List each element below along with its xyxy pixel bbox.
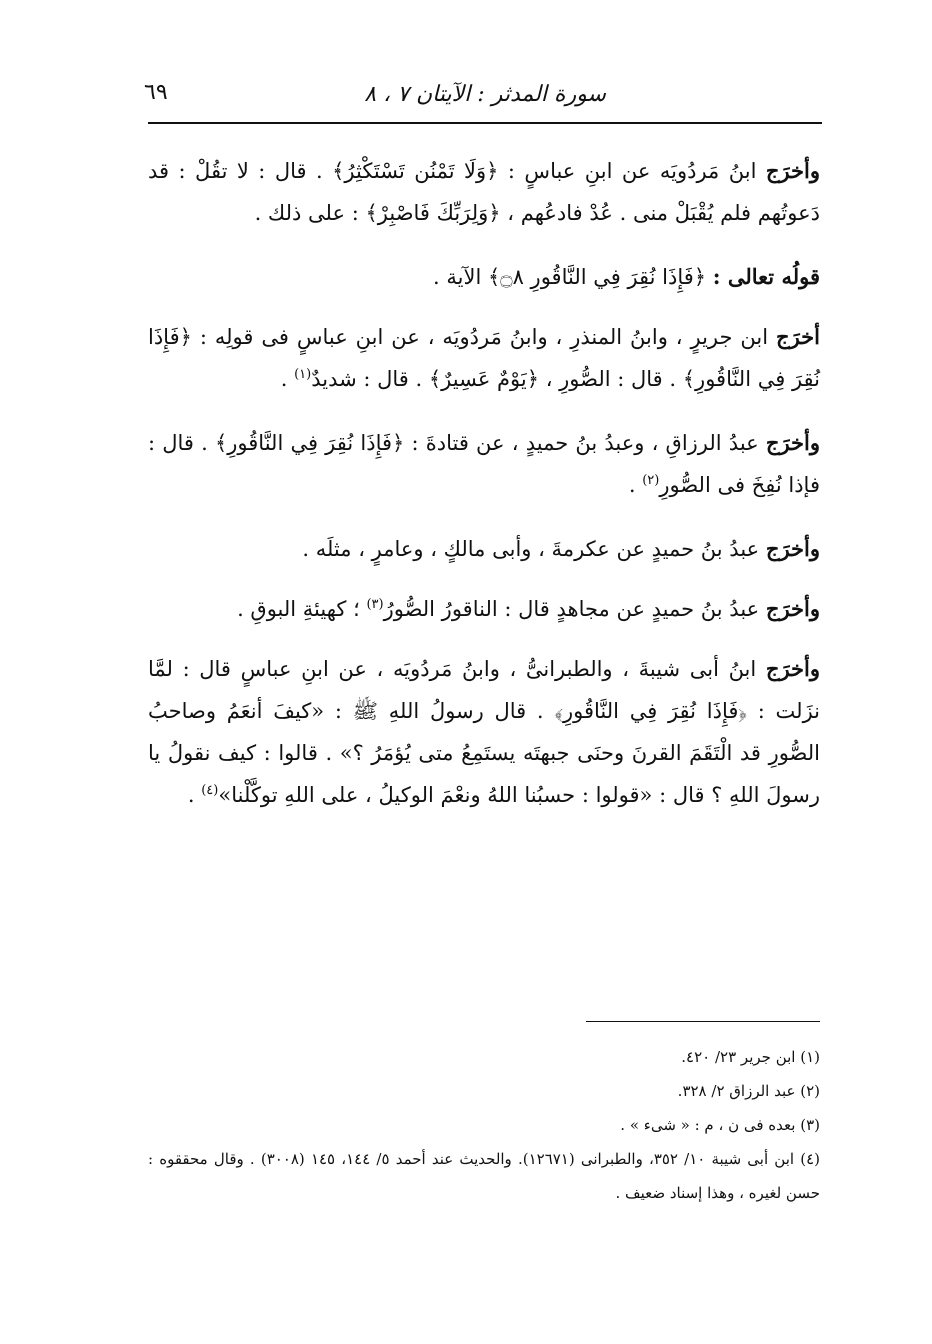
paragraph-lead: وأخرَج [765,430,820,455]
paragraph-7 [148,648,820,816]
paragraph-text: ابنُ مَردُويَه عن ابنِ عباسٍ : ﴿وَلَا تَمْنُن تَسْتَكْثِرُ﴾ . قال : لا تقُلْ : قد دَعوتُهم فلم يُقْبَلْ منى . عُدْ فادعُهم ، ﴿وَلِرَبِّكَ فَاصْبِرْ﴾ : على ذلك . [148,159,820,225]
footnote-separator [586,1021,820,1022]
paragraph-text: ﴿فَإِذَا نُقِرَ فِي النَّاقُورِ ۝٨﴾ الآية . [433,265,707,289]
footnote-2: (٢) عبد الرزاق ٢/ ٣٢٨. [677,1082,820,1100]
page-header [140,78,820,118]
paragraph-text: عبدُ الرزاقِ ، وعبدُ بنُ حميدٍ ، عن قتادةَ : ﴿فَإِذَا نُقِرَ فِي النَّاقُورِ﴾ . قال : فإذا نُفِخَ فى الصُّورِ [148,431,820,497]
paragraph-text: عبدُ بنُ حميدٍ عن مجاهدٍ قال : الناقورُ الصُّورُ [383,597,760,621]
running-title: سورة المدثر : الآيتان ٧ ، ٨ [364,82,606,107]
footnotes [148,1040,820,1210]
paragraph-4 [148,422,820,506]
header-rule [148,122,822,124]
paragraph-lead: قولُه تعالى : [712,264,820,289]
paragraph-5 [148,528,820,570]
main-text [148,150,820,838]
paragraph-lead: وأخرَج [765,536,820,561]
footnote-3: (٣) بعده فى ن ، م : « شىء » . [620,1116,820,1134]
footnote-ref: (٢) [642,473,660,488]
paragraph-text: عبدُ بنُ حميدٍ عن عكرمةَ ، وأبى مالكٍ ، وعامرٍ ، مثلَه . [302,537,760,561]
paragraph-tail: . [280,367,295,391]
footnote-ref: (١) [294,367,312,382]
footnote-ref: (٤) [201,783,219,798]
paragraph-tail: ؛ كهيئةِ البوقِ . [237,597,367,621]
paragraph-lead: أخرَج [776,324,820,349]
page-number: ٦٩ [144,80,168,105]
footnote-1: (١) ابن جرير ٢٣/ ٤٢٠. [681,1048,820,1066]
paragraph-6 [148,588,820,630]
footnote-ref: (٣) [366,597,384,612]
paragraph-lead: وأخرَج [765,656,820,681]
paragraph-text: ابن جريرٍ ، وابنُ المنذرِ ، وابنُ مَردُويَه ، عن ابنِ عباسٍ فى قولِه : ﴿فَإِذَا نُقِرَ فِي النَّاقُورِ﴾ . قال : الصُّورِ ، ﴿يَوْمٌ عَسِيرٌ﴾ . قال : شديدٌ [148,325,820,391]
paragraph-tail: . [187,783,202,807]
footnote-4: (٤) ابن أبى شيبة ١٠/ ٣٥٢، والطبرانى (١٢٦٧١). والحديث عند أحمد ٥/ ١٤٤، ١٤٥ (٣٠٠٨) . وقال محققوه : حسن لغيره ، وهذا إسناد ضعيف . [148,1150,820,1202]
paragraph-lead: وأخرَج [765,158,820,183]
paragraph-tail: . [628,473,643,497]
paragraph-2 [148,256,820,298]
paragraph-lead: وأخرَج [765,596,820,621]
paragraph-1 [148,150,820,234]
paragraph-3 [148,316,820,400]
paragraph-text: ابنُ أبى شيبةَ ، والطبرانىُّ ، وابنُ مَردُويَه ، عن ابنِ عباسٍ قال : لمَّا نزَلت : ﴿فَإِذَا نُقِرَ فِي النَّاقُورِ﴾ . قال رسولُ اللهِ ﷺ : «كيفَ أنعَمُ وصاحبُ الصُّورِ قد الْتَقَمَ القرنَ وحنَى جبهتَه يستَمِعُ متى يُؤمَرُ ؟» . قالوا : كيف نقولُ يا رسولَ اللهِ ؟ قال : «قولوا : حسبُنا اللهُ ونعْمَ الوكيلُ ، على اللهِ توكَّلْنا» [148,657,821,807]
